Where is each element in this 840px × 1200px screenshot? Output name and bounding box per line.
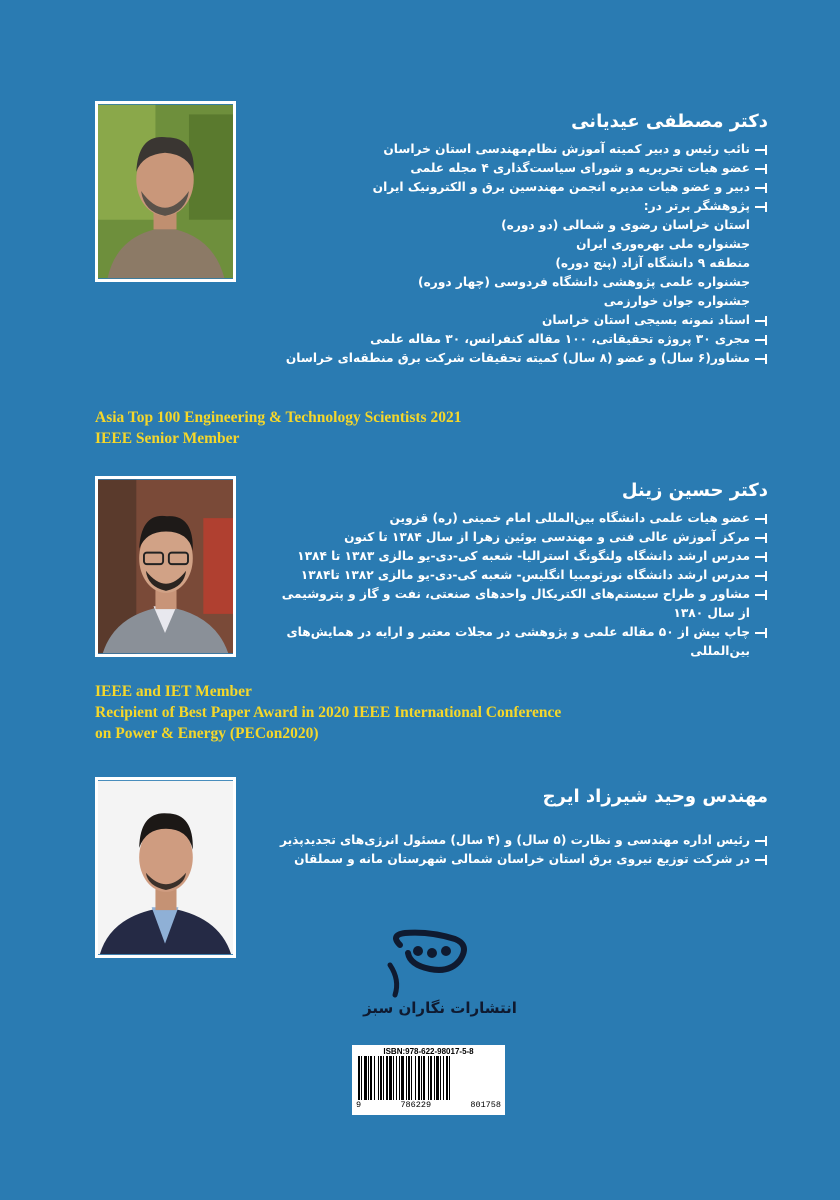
- person-1-name: دکتر مصطفی عیدیانی: [571, 111, 768, 132]
- person-2-english-credentials: [95, 681, 561, 744]
- credential-line: نائب رئیس و دبیر کمیته آموزش نظام‌مهندسی استان خراسان: [298, 140, 768, 159]
- barcode-bar: [428, 1056, 429, 1100]
- bio-person-3: [279, 786, 768, 869]
- person-3-credentials: [279, 831, 768, 869]
- barcode-bar: [440, 1056, 441, 1100]
- barcode-bar: [421, 1056, 422, 1100]
- portrait-image: [98, 104, 233, 279]
- barcode-bar: [383, 1056, 384, 1100]
- photo-person-1: [95, 101, 236, 282]
- barcode-bar: [374, 1056, 375, 1100]
- barcode-digit-lead: 9: [356, 1100, 362, 1110]
- credential-line: دبیر و عضو هیات مدیره انجمن مهندسین برق و الکترونیک ایران: [298, 178, 768, 197]
- barcode-bar: [434, 1056, 435, 1100]
- credential-line: مرکز آموزش عالی فنی و مهندسی بوئین زهرا از سال ۱۳۸۴ تا کنون: [298, 528, 768, 547]
- english-line: IEEE and IET Member: [95, 683, 252, 700]
- barcode-bar: [378, 1056, 379, 1100]
- credential-line: در شرکت توزیع نیروی برق استان خراسان شمالی شهرستان مانه و سملقان: [298, 850, 768, 869]
- bio-person-2: [281, 480, 768, 661]
- english-line: on Power & Energy (PECon2020): [95, 725, 319, 742]
- barcode-digit-group-1: 786229: [400, 1100, 432, 1110]
- credential-line: از سال ۱۳۸۰: [673, 606, 750, 620]
- barcode-digits: [356, 1100, 501, 1110]
- credential-line: عضو هیات تحریریه و شورای سیاست‌گذاری ۴ مجله علمی: [298, 159, 768, 178]
- photo-person-2: [95, 476, 236, 657]
- barcode-bar: [393, 1056, 394, 1100]
- person-3-name: مهندس وحید شیرزاد ایرج: [542, 786, 768, 807]
- barcode-bar: [396, 1056, 397, 1100]
- barcode-digit-group-2: 801758: [470, 1100, 501, 1110]
- publisher-logo: [360, 925, 517, 1030]
- barcode-bar: [406, 1056, 407, 1100]
- barcode-bar: [418, 1056, 420, 1100]
- credential-line: منطقه ۹ دانشگاه آزاد (پنج دوره): [555, 256, 750, 270]
- credential-line: رئیس اداره مهندسی و نظارت (۵ سال) و (۴ سال) مسئول انرژی‌های تجدیدپذیر: [298, 831, 768, 850]
- barcode-bar: [370, 1056, 372, 1100]
- english-line: Recipient of Best Paper Award in 2020 IEEE International Conference: [95, 704, 562, 721]
- credential-line: پژوهشگر برتر در:: [298, 197, 768, 216]
- barcode-bar: [411, 1056, 412, 1100]
- credential-line: جشنواره ملی بهره‌وری ایران: [576, 237, 750, 251]
- credential-line: مدرس ارشد دانشگاه نورثومبیا انگلیس- شعبه کی-دی-یو مالزی ۱۳۸۲ تا۱۳۸۴: [298, 566, 768, 585]
- isbn-text: ISBN:978-622-98017-5-8: [383, 1047, 474, 1056]
- isbn-barcode: [352, 1045, 505, 1115]
- barcode-bar: [364, 1056, 367, 1100]
- barcode-bar: [446, 1056, 448, 1100]
- credential-line: چاپ بیش از ۵۰ مقاله علمی و پژوهشی در مجلات معتبر و ارایه در همایش‌های: [298, 623, 768, 642]
- barcode-bar: [423, 1056, 425, 1100]
- barcode-icon: [356, 1056, 501, 1100]
- credential-line: مدرس ارشد دانشگاه ولنگونگ استرالیا- شعبه کی-دی-یو مالزی ۱۳۸۳ تا ۱۳۸۴: [298, 547, 768, 566]
- barcode-bar: [399, 1056, 400, 1100]
- barcode-bar: [415, 1056, 416, 1100]
- barcode-bar: [389, 1056, 392, 1100]
- credential-line: بین‌المللی: [690, 644, 750, 658]
- barcode-bar: [436, 1056, 439, 1100]
- credential-line: جشنواره جوان خوارزمی: [603, 294, 750, 308]
- barcode-bar: [386, 1056, 388, 1100]
- publisher-logo-icon: [360, 925, 517, 1030]
- credential-line: عضو هیات علمی دانشگاه بین‌المللی امام خمینی (ره) قزوین: [298, 509, 768, 528]
- barcode-bar: [368, 1056, 369, 1100]
- credential-line: مشاور(۶ سال) و عضو (۸ سال) کمیته تحقیقات شرکت برق منطقه‌ای خراسان: [298, 349, 768, 368]
- credential-line: مجری ۳۰ پروژه تحقیقاتی، ۱۰۰ مقاله کنفرانس، ۳۰ مقاله علمی: [298, 330, 768, 349]
- barcode-bar: [380, 1056, 382, 1100]
- person-2-name: دکتر حسین زینل: [621, 480, 768, 501]
- barcode-bar: [430, 1056, 432, 1100]
- portrait-image: [98, 479, 233, 654]
- credential-line: مشاور و طراح سیستم‌های الکتریکال واحدهای صنعتی، نفت و گاز و پتروشیمی: [298, 585, 768, 604]
- barcode-bar: [358, 1056, 360, 1100]
- barcode-bar: [401, 1056, 404, 1100]
- person-1-english-credentials: [95, 407, 461, 449]
- publisher-name: انتشارات نگاران سبز: [363, 999, 517, 1017]
- credential-line: استاد نمونه بسیجی استان خراسان: [298, 311, 768, 330]
- credential-line: جشنواره علمی پژوهشی دانشگاه فردوسی (چهار دوره): [418, 275, 750, 289]
- bio-person-1: [285, 111, 768, 368]
- barcode-bar: [408, 1056, 410, 1100]
- person-2-credentials: [281, 509, 768, 661]
- barcode-bar: [361, 1056, 362, 1100]
- credential-line: استان خراسان رضوی و شمالی (دو دوره): [501, 218, 750, 232]
- portrait-image: [98, 780, 233, 955]
- barcode-bar: [443, 1056, 444, 1100]
- english-line: Asia Top 100 Engineering & Technology Scientists 2021: [95, 409, 462, 426]
- barcode-bar: [449, 1056, 450, 1100]
- photo-person-3: [95, 777, 236, 958]
- english-line: IEEE Senior Member: [95, 430, 240, 447]
- person-1-credentials: [285, 140, 768, 368]
